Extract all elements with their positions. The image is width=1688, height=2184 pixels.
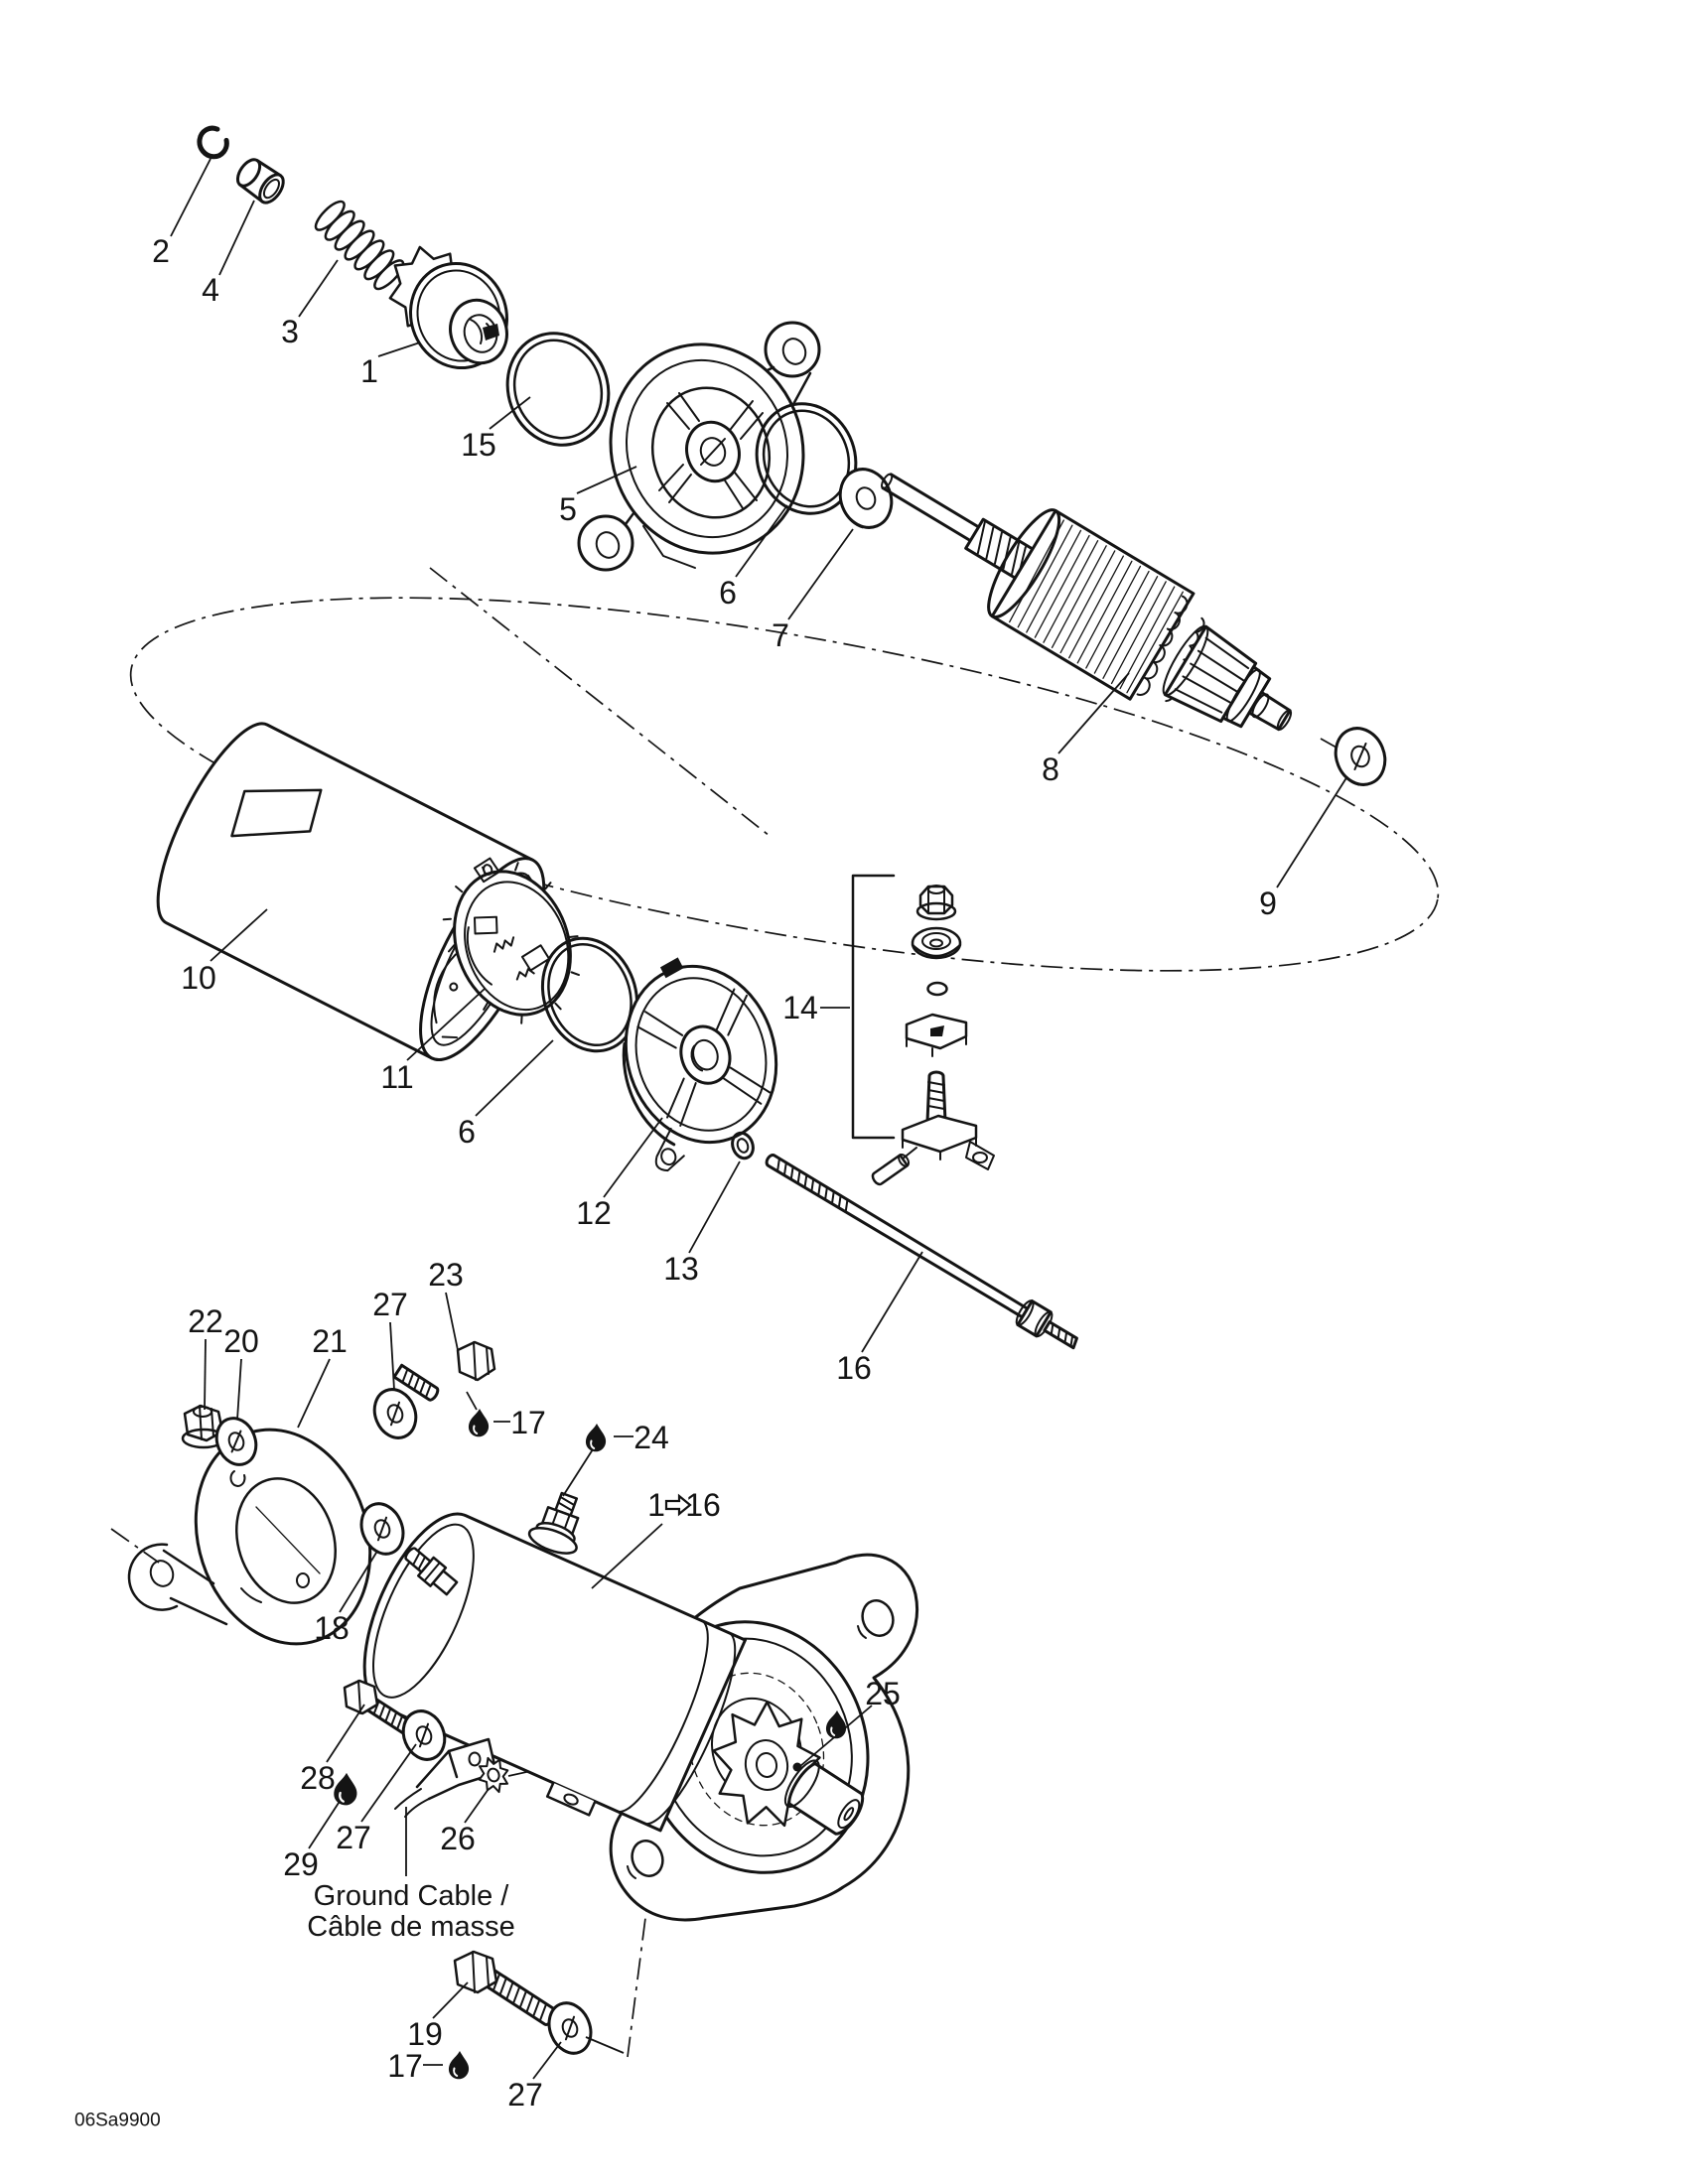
part-callout-8: 8 [1042,751,1059,787]
part-callout-1: 1 [360,353,378,389]
part-callout-29: 29 [283,1846,319,1882]
part-callout-24: 24 [633,1420,669,1455]
part-callout-6b: 6 [458,1114,476,1150]
callout-leader-4 [219,201,254,275]
part-callout-17a: 17 [510,1405,546,1440]
callout-leader-6b [476,1040,553,1116]
callout-leader-13 [689,1161,740,1253]
callout-leader-8 [1058,673,1129,753]
part-15-o-ring [492,319,625,459]
part-callout-12: 12 [576,1195,612,1231]
callout-leader-19 [433,1982,468,2018]
part-callout-2: 2 [152,233,170,269]
part-9-washer [1328,721,1393,792]
callout-leader-24 [563,1449,593,1496]
part-7-washer [832,462,901,535]
part-5-end-cover-bracket [579,320,830,579]
part-callout-20: 20 [223,1323,259,1359]
callout-leader-2 [171,159,211,236]
part-23-hex-bolt [394,1342,494,1402]
ground-cable-label-fr: Câble de masse [307,1911,515,1943]
callout-leader-16 [862,1252,922,1352]
callout-leader-3 [299,260,338,317]
part-4-bushing [232,155,288,206]
part-12-end-cap [596,937,802,1174]
part-callout-23: 23 [428,1257,464,1293]
callout-leader-17a [467,1392,477,1410]
part-callout-14: 14 [782,990,818,1025]
part-callout-15: 15 [461,427,496,463]
part-2-circlip [195,124,230,162]
grease-droplet-icon [334,1773,356,1806]
part-callout-27b: 27 [336,1820,371,1855]
washer-axis-leader [586,2037,624,2053]
ground-cable-label-en: Ground Cable / [313,1880,509,1912]
callout-leader-12 [604,1118,662,1197]
callout-leader-27a [390,1322,394,1390]
callout-leader-22 [205,1339,206,1410]
grease-droplet-icon [449,2051,469,2079]
grease-droplet-icon [586,1424,606,1451]
callout-ref-post-ref116: 16 [685,1487,721,1523]
part-callout-19: 19 [407,2016,443,2052]
callout-leader-ref116 [592,1524,662,1588]
part-callout-4: 4 [202,272,219,308]
part-callout-11: 11 [380,1059,414,1095]
part-21-support-bracket [129,1407,397,1667]
part-16-through-bolt [761,1147,1083,1355]
callout-leader-27b [361,1744,416,1822]
part-callout-16: 16 [836,1350,872,1386]
part-callout-6a: 6 [719,575,737,611]
callout-leader-27c [533,2042,561,2079]
part-callout-7: 7 [772,617,789,653]
part-callout-10: 10 [181,960,216,996]
part-callout-5: 5 [559,491,577,527]
part-callout-9: 9 [1259,886,1277,921]
part-callout-25: 25 [865,1676,901,1711]
callout-leader-21 [298,1359,330,1428]
part-callout-17b: 17 [387,2048,423,2084]
callout-ref-pre-ref116: 1 [647,1487,665,1523]
callout-leader-7 [788,529,853,619]
part-callout-28: 28 [300,1760,336,1796]
part-callout-3: 3 [281,314,299,349]
callout-leader-23 [446,1293,458,1350]
part-14-hardware-set [853,876,994,1186]
callout-leader-1 [378,342,420,356]
figure-code: 06Sa9900 [74,2110,161,2131]
part-callout-13: 13 [663,1251,699,1287]
assembled-starter [335,1487,917,1920]
part-callout-21: 21 [312,1323,348,1359]
part-callout-27a: 27 [372,1287,408,1322]
callout-leader-26 [465,1789,489,1823]
part-callout-26: 26 [440,1821,476,1856]
part-19-hex-bolt [455,1952,558,2026]
grease-droplet-icon [469,1409,489,1436]
callout-leader-9 [1277,776,1347,887]
callout-leader-20 [237,1359,241,1420]
callout-leader-28 [327,1705,364,1762]
part-27-washer-top [367,1383,423,1443]
part-callout-18: 18 [314,1610,350,1646]
part-callout-27c: 27 [507,2077,543,2113]
part-callout-22: 22 [188,1303,223,1339]
